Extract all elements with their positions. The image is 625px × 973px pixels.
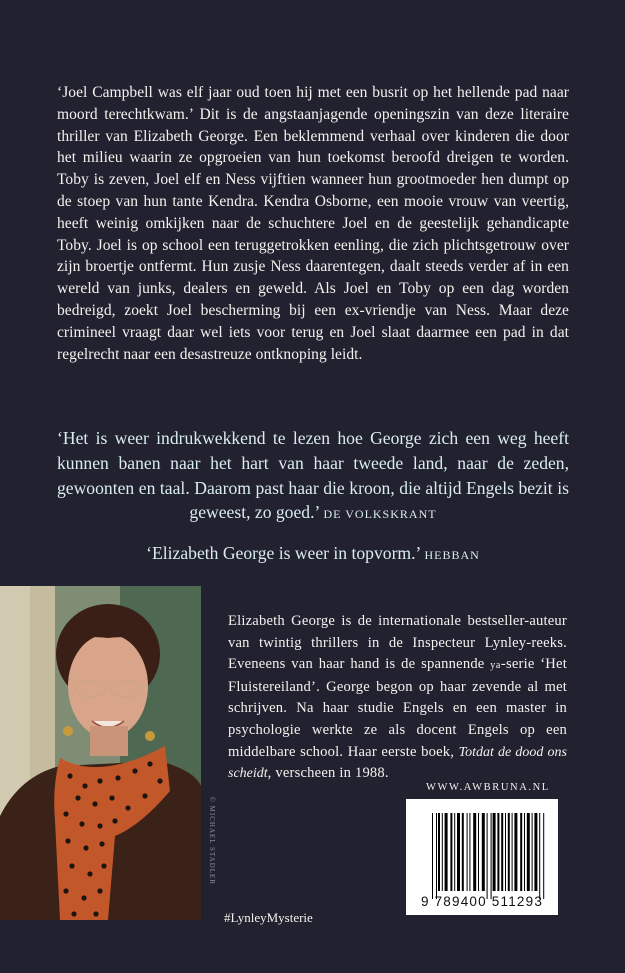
barcode-guard-bar xyxy=(539,813,540,899)
barcode-bar xyxy=(445,813,448,891)
barcode-bar xyxy=(482,813,485,891)
barcode-bar xyxy=(501,813,503,891)
barcode-bar xyxy=(527,813,530,891)
quote-text: ‘Het is weer indrukwekkend te lezen hoe George zich een weg heeft kunnen banen naar het hart van haar tweede land, naar de zeden, gewoonten en taal. Daarom past haar die kroon, die altijd Engels bezit is geweest, zo goed.’ xyxy=(57,428,569,523)
author-bio: Elizabeth George is de internationale bestseller-auteur van twintig thrillers in de Inspecteur Lynley-reeks. Eveneens van haar hand is de spannende ya-serie ‘Het Fluistereiland’. George begon op haar zevende al met schrijven. Na haar studie Engels en een master in psychologie werkte ze als docent Engels op een middelbare school. Haar eerste boek, Totdat de dood ons scheidt, verscheen in 1988. xyxy=(228,613,567,782)
barcode-bar xyxy=(493,813,496,891)
review-quote-volkskrant xyxy=(57,426,569,527)
isbn-barcode xyxy=(406,799,558,915)
barcode-bar xyxy=(520,813,522,891)
barcode-bar xyxy=(532,813,533,891)
barcode-bar xyxy=(478,813,479,891)
barcode-bar xyxy=(469,813,470,891)
barcode-bar xyxy=(467,813,468,891)
quote-source: HEBBAN xyxy=(424,548,480,563)
barcode-bar xyxy=(450,813,452,891)
barcode-bar xyxy=(497,813,499,891)
barcode-bar xyxy=(438,813,440,891)
publisher-website[interactable]: WWW.AWBRUNA.NL xyxy=(426,782,550,793)
barcode-bar xyxy=(534,813,537,891)
barcode-bar xyxy=(524,813,525,891)
barcode-guard-bar xyxy=(543,813,544,899)
review-quote-hebban xyxy=(57,541,569,568)
back-cover-blurb: ‘Joel Campbell was elf jaar oud toen hij met een busrit op het hellende pad naar moord terechtkwam.’ Dit is de angstaanjagende openingszin van deze literaire thriller van Elizabeth George. Een beklemmend verhaal over kinderen die door het milieu waarin ze opgroeien van hun toekomst beroofd dreigen te worden. Toby is zeven, Joel elf en Ness vijftien wanneer hun grootmoeder hen dumpt op de stoep van hun tante Kendra. Kendra Osborne, een mooie vrouw van veertig, heeft weinig omkijken naar de schuchtere Joel en de geestelijk gehandicapte Toby. Joel is op school een teruggetrokken eenling, die zich plichtsgetrouw over zijn broertje ontfermt. Hun zusje Ness daarentegen, daalt steeds verder af in een wereld van junks, dealers en geweld. Als Joel en Toby op een dag worden bedreigd, zoekt Joel bescherming bij een ex-vriendje van Ness. Maar deze crimineel vraagt daar wel iets voor terug en Joel slaat daarmee een pad in dat regelrecht naar een desastreuze ontknoping leidt. xyxy=(57,84,569,363)
isbn-number: 9 789400 511293 xyxy=(420,894,544,909)
barcode-bar xyxy=(442,813,443,891)
barcode-bar xyxy=(514,813,517,891)
author-photo xyxy=(0,586,201,920)
barcode-bar xyxy=(457,813,460,891)
barcode-guard-bar xyxy=(432,813,433,899)
barcode-guard-bar xyxy=(491,813,492,899)
barcode-bar xyxy=(454,813,455,891)
quote-text: ‘Elizabeth George is weer in topvorm.’ xyxy=(146,543,421,564)
barcode-bar xyxy=(512,813,513,891)
hashtag: #LynleyMysterie xyxy=(224,910,313,925)
barcode-bar xyxy=(473,813,476,891)
review-quotes xyxy=(57,426,569,568)
barcode-bar xyxy=(462,813,464,891)
barcode-bar xyxy=(508,813,510,891)
ya-abbreviation: ya xyxy=(490,660,501,672)
book-title: Totdat de dood ons scheidt xyxy=(228,744,567,782)
barcode-guard-bar xyxy=(487,813,488,899)
barcode-bar xyxy=(505,813,506,891)
quote-source: DE VOLKSKRANT xyxy=(323,507,437,522)
barcode-guard-bar xyxy=(436,813,437,899)
